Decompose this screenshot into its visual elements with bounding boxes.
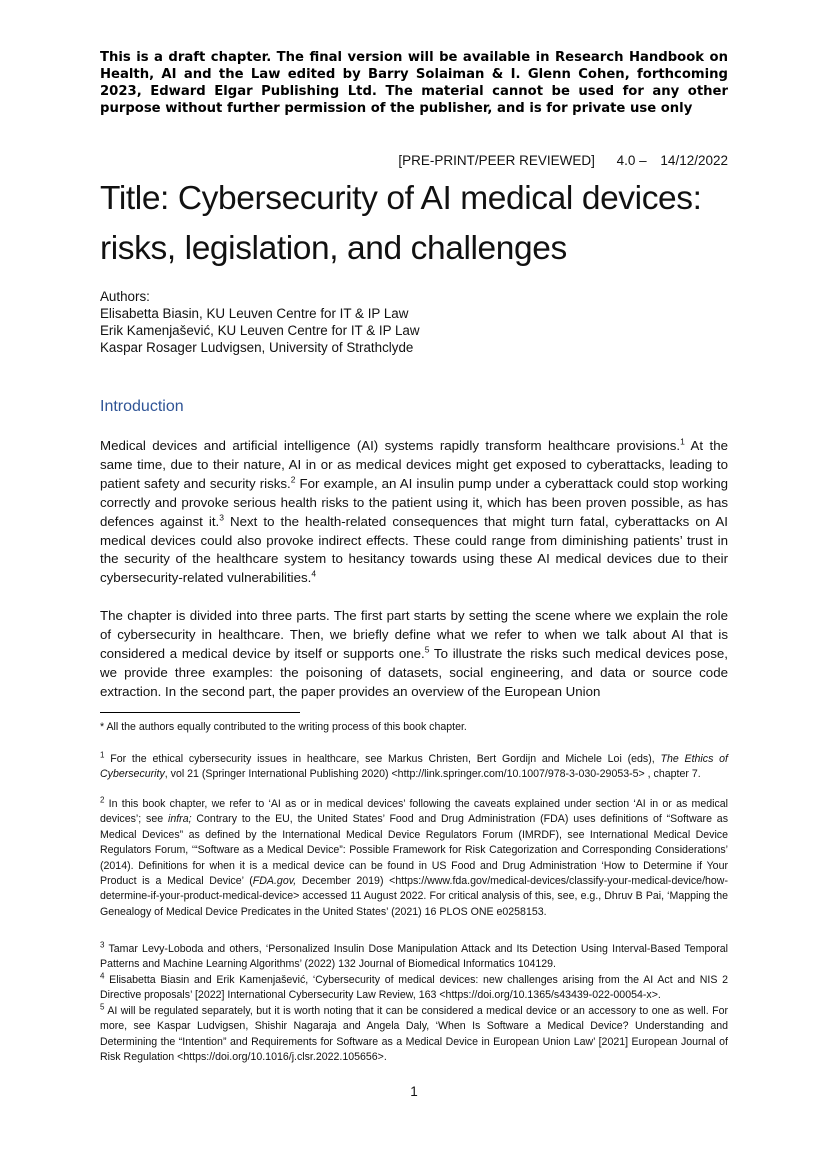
footnote-ref[interactable]: 3 [219,512,224,523]
author-item: Elisabetta Biasin, KU Leuven Centre for IT & IP Law [100,306,409,321]
footnote-text: In this book chapter, we refer to ‘AI as or in medical devices’ following the caveats explained under section ‘AI in or as medical devices’; see [100,798,728,826]
footnote-star: * All the authors equally contributed to the writing process of this book chapter. [100,721,467,733]
footnote-number: 5 [100,1002,105,1012]
author-item: Erik Kamenjašević, KU Leuven Centre for IT & IP Law [100,323,420,338]
footnote-text: Contrary to the EU, the United States’ Food and Drug Administration (FDA) uses definitions of “Software as Medical Devices” as defined by the International Medical Device Regulators Forum (IMRDF), see International Medical Device Regulators Forum, ‘“Software as a Medical Device”: Possible Framework for Risk Categorization and Corresponding Considerations’ (2014). Definitions for when it is a medical device can be found in US Food and Drug Administration ‘How to Determine if Your Product is a Medical Device’ ( [100,813,728,888]
chapter-title [100,174,740,274]
paragraph-text: For example, an AI insulin pump under a cyberattack could stop working correctly and provoke serious health risks to the patient using it, which has been proven possible, as has defences against it. [100,475,728,529]
chapter-title-line-2: risks, legislation, and challenges [100,230,567,267]
draft-notice: This is a draft chapter. The final version will be available in Research Handbook on Health, AI and the Law edited by Barry Solaiman & I. Glenn Cohen, forthcoming 2023, Edward Elgar Publishing Ltd. The material cannot be used for any other purpose without further permission of the publisher, and is for private use only [100,50,728,116]
footnote-4 [100,973,728,1004]
footnote-text: Elisabetta Biasin and Erik Kamenjašević, ‘Cybersecurity of medical devices: new challenges arising from the AI Act and NIS 2 Directive proposals’ [2022] International Cybersecurity Law Review, 163 <https://doi.org/10.1365/s43439-022-00054-x>. [100,974,728,1002]
footnote-number: 1 [100,750,105,760]
footnote-ref[interactable]: 1 [680,436,685,447]
footnote-5 [100,1004,728,1066]
section-heading-introduction: Introduction [100,398,184,415]
footnote-text: , vol 21 (Springer International Publishing 2020) <http://link.springer.com/10.1007/978-3-030-29053-5> , chapter 7. [164,768,701,781]
footnote-3 [100,942,728,973]
footnote-italic: infra; [167,813,192,826]
publication-date: 14/12/2022 [660,153,728,168]
footnote-text: AI will be regulated separately, but it is worth noting that it can be considered a medical device or an accessory to one as well. For more, see Kaspar Ludvigsen, Shishir Nagaraja and Angela Daly, ‘When Is Software a Medical Device? Understanding and Determining the “Intention” and Requirements for Software as a Medical Device in European Union Law’ [2021] European Journal of Risk Regulation <https://doi.org/10.1016/j.clsr.2022.105656>. [100,1005,728,1064]
footnote-italic: FDA.gov, [252,875,297,888]
paragraph-text: The chapter is divided into three parts. The first part starts by setting the scene where we explain the role of cybersecurity in healthcare. Then, we briefly define what we refer to when we talk about AI that is considered a medical device by itself or supports one. [100,608,728,661]
footnote-1 [100,752,728,783]
footnote-text: For the ethical cybersecurity issues in healthcare, see Markus Christen, Bert Gordijn and Michele Loi (eds), [104,753,661,765]
version-number: 4.0 – [616,153,647,168]
footnote-text: Tamar Levy-Loboda and others, ‘Personalized Insulin Dose Manipulation Attack and Its Detection Using Interval-Based Temporal Patterns and Machine Learning Algorithms’ (2022) 132 Journal of Biomedical Informatics 104129. [100,943,728,971]
footnote-separator [100,712,300,713]
footnote-2 [100,797,728,920]
author-item: Kaspar Rosager Ludvigsen, University of Strathclyde [100,340,414,355]
footnote-text: December 2019) <https://www.fda.gov/medical-devices/classify-your-medical-device/how-determine-if-your-product-medical-device> accessed 11 August 2022. For critical analysis of this, see, e.g., Dhruv B Pai, ‘Mapping the Genealogy of Medical Device Predicates in the United States’ (2021) 16 PLOS ONE e0258153. [100,875,728,918]
footnote-italic: The Ethics of Cybersecurity [100,753,728,781]
authors-label: Authors: [100,289,150,304]
footnote-number: 3 [100,940,105,950]
footnote-number: 4 [100,971,105,981]
paragraph-text: At the same time, due to their nature, AI in or as medical devices might get exposed to cyberattacks, leading to patient safety and security risks. [100,438,728,491]
intro-paragraph-1 [100,437,728,588]
footnote-ref[interactable]: 2 [290,474,296,485]
paragraph-text: Medical devices and artificial intelligence (AI) systems rapidly transform healthcare provisions. [100,438,681,453]
review-status: [PRE-PRINT/PEER REVIEWED] [398,153,595,168]
paragraph-text: To illustrate the risks such medical devices pose, we provide three examples: the poisoning of datasets, social engineering, and data or source code extraction. In the second part, the paper provides an overview of the European Union [100,645,728,699]
page-number: 1 [410,1084,418,1099]
chapter-title-line-1: Title: Cybersecurity of AI medical devices: [100,180,702,217]
footnote-number: 2 [100,795,105,805]
paragraph-text: Next to the health-related consequences that might turn fatal, cyberattacks on AI medical devices could also provoke indirect effects. These could range from diminishing patients’ trust in the security of the healthcare system to hesitancy towards using these AI medical devices due to their cybersecurity-related vulnerabilities. [100,513,728,586]
footnote-ref[interactable]: 4 [311,568,317,579]
footnote-ref[interactable]: 5 [424,644,430,655]
intro-paragraph-2 [100,607,728,702]
preprint-meta [100,153,728,168]
authors-block [100,288,728,356]
